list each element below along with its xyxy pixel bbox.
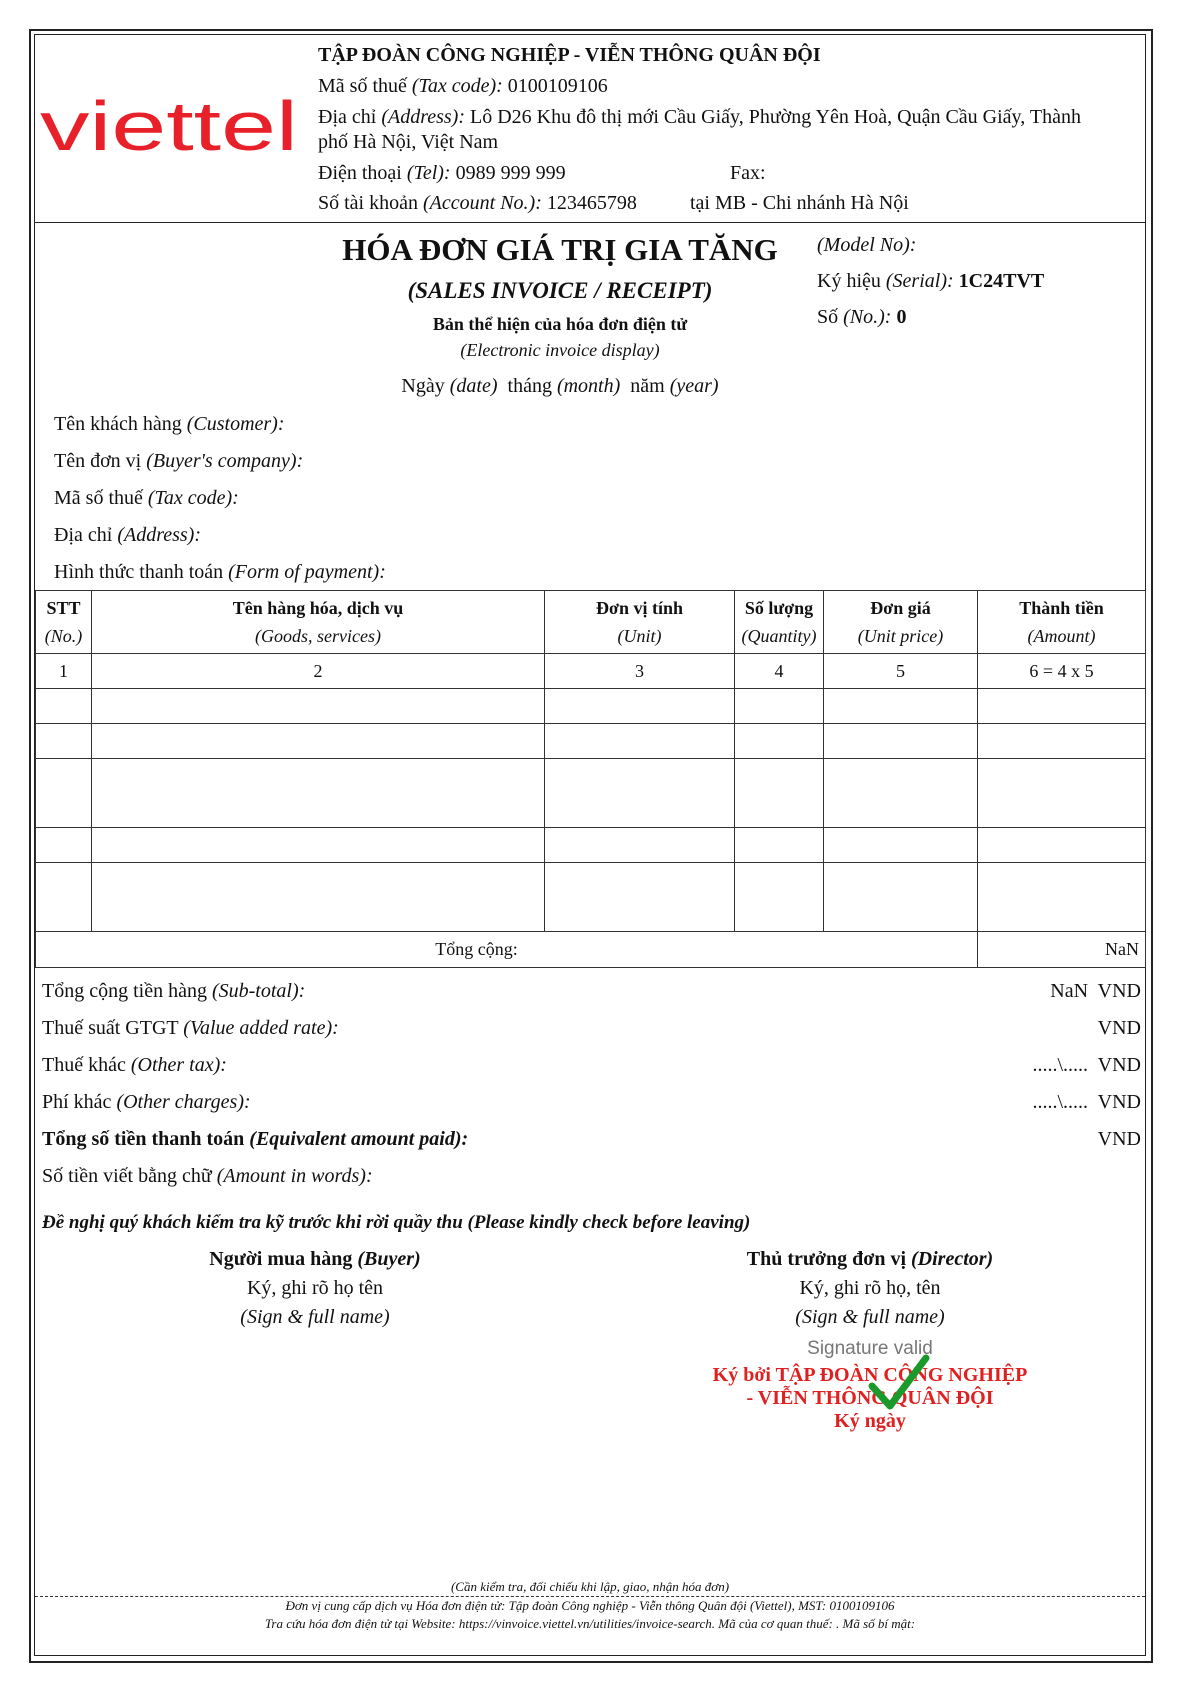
total-paid-row: Tổng số tiền thanh toán (Equivalent amount paid): VND [42, 1128, 1141, 1150]
table-row [36, 863, 1146, 932]
customer-name-label: Tên khách hàng (Customer): [54, 413, 285, 435]
company-tax-value: 0100109106 [507, 75, 608, 97]
company-name: TẬP ĐOÀN CÔNG NGHIỆP - VIỄN THÔNG QUÂN ĐỘI [318, 44, 821, 66]
check-mark-icon [868, 1352, 930, 1414]
customer-address-label: Địa chỉ (Address): [54, 524, 201, 546]
amount-words-row: Số tiền viết bằng chữ (Amount in words): [42, 1165, 373, 1187]
footer-provider: Đơn vị cung cấp dịch vụ Hóa đơn điện tử: Tập đoàn Công nghiệp - Viễn thông Quân đội (Viettel), MST: 0100109106 [285, 1598, 895, 1613]
header-divider [35, 222, 1145, 223]
table-row [36, 828, 1146, 863]
customer-tax-label: Mã số thuế (Tax code): [54, 487, 239, 509]
serial-value: 1C24TVT [958, 270, 1045, 292]
vat-row: Thuế suất GTGT (Value added rate): VND [42, 1017, 1141, 1039]
company-bank: tại MB - Chi nhánh Hà Nội [690, 192, 909, 214]
signed-by-line-2: - VIỄN THÔNG QUÂN ĐỘI [746, 1387, 994, 1409]
col-unit-header: Đơn vị tính (Unit) [545, 591, 735, 654]
buyer-signature-block: Người mua hàng (Buyer) Ký, ghi rõ họ tên (Sign & full name) [209, 1248, 421, 1328]
signature-valid-text: Signature valid [807, 1338, 933, 1359]
footer-divider [35, 1596, 1145, 1597]
signed-date: Ký ngày [834, 1410, 906, 1432]
invoice-no-value: 0 [896, 306, 907, 328]
vat-value: VND [1097, 1017, 1141, 1039]
invoice-display-note-en: (Electronic invoice display) [460, 340, 660, 360]
subtotal-row: Tổng cộng tiền hàng (Sub-total): NaN VND [42, 980, 1141, 1002]
subtotal-value: NaN VND [1050, 980, 1141, 1002]
col-no-header: STT (No.) [36, 591, 92, 654]
company-address-line-2: phố Hà Nội, Việt Nam [318, 131, 499, 153]
payment-form-label: Hình thức thanh toán (Form of payment): [54, 561, 386, 583]
table-numbering-row: 1 2 3 4 5 6 = 4 x 5 [36, 654, 1146, 689]
col-quantity-header: Số lượng (Quantity) [735, 591, 824, 654]
total-value: NaN [978, 932, 1146, 968]
invoice-display-note: Bản thể hiện của hóa đơn điện tử [432, 314, 688, 334]
col-amount-header: Thành tiền (Amount) [978, 591, 1146, 654]
invoice-date-line: Ngày (date) tháng (month) năm (year) [401, 375, 719, 397]
model-no-label: (Model No): [817, 234, 917, 256]
table-header-row [36, 591, 1146, 654]
invoice-no-line: Số (No.): 0 [817, 306, 907, 328]
signed-by-line-1: Ký bởi TẬP ĐOÀN CÔNG NGHIỆP [712, 1364, 1028, 1386]
items-table [35, 590, 1146, 968]
table-total-row [36, 932, 1146, 968]
table-row [36, 724, 1146, 759]
other-tax-row: Thuế khác (Other tax): .....\..... VND [42, 1054, 1141, 1076]
viettel-logo [40, 88, 302, 168]
footer-check-note: (Cần kiểm tra, đối chiếu khi lập, giao, nhận hóa đơn) [450, 1579, 730, 1594]
col-goods-header: Tên hàng hóa, dịch vụ (Goods, services) [92, 591, 545, 654]
company-tax-line: Mã số thuế (Tax code): 0100109106 [318, 75, 608, 97]
company-tel-line: Điện thoại (Tel): 0989 999 999 [318, 162, 566, 184]
table-row [36, 759, 1146, 828]
customer-company-label: Tên đơn vị (Buyer's company): [54, 450, 304, 472]
other-charges-value: .....\..... VND [1032, 1091, 1141, 1113]
serial-line: Ký hiệu (Serial): 1C24TVT [817, 270, 1045, 292]
check-notice: Đề nghị quý khách kiểm tra kỹ trước khi rời quầy thu (Please kindly check before leaving) [42, 1212, 751, 1233]
logo-text: viettel [40, 88, 298, 165]
company-fax: Fax: [730, 162, 766, 184]
total-paid-value: VND [1097, 1128, 1141, 1150]
other-charges-row: Phí khác (Other charges): .....\..... VND [42, 1091, 1141, 1113]
invoice-subtitle: (SALES INVOICE / RECEIPT) [407, 278, 713, 303]
director-signature-block: Thủ trưởng đơn vị (Director) Ký, ghi rõ họ, tên (Sign & full name) [746, 1248, 994, 1328]
company-address-line: Địa chỉ (Address): Lô D26 Khu đô thị mới Cầu Giấy, Phường Yên Hoà, Quận Cầu Giấy, Thành [318, 106, 1081, 128]
other-tax-value: .....\..... VND [1032, 1054, 1141, 1076]
digital-signature-stamp [690, 1338, 1050, 1433]
table-row [36, 689, 1146, 724]
total-label: Tổng cộng: [36, 932, 978, 968]
footer-lookup: Tra cứu hóa đơn điện tử tại Website: https://vinvoice.viettel.vn/utilities/invoice-search. Mã của cơ quan thuế: . Mã số bí mật: [264, 1616, 916, 1631]
col-unit-price-header: Đơn giá (Unit price) [824, 591, 978, 654]
invoice-title: HÓA ĐƠN GIÁ TRỊ GIA TĂNG [342, 232, 778, 267]
company-account-line: Số tài khoản (Account No.): 123465798 [318, 192, 637, 214]
